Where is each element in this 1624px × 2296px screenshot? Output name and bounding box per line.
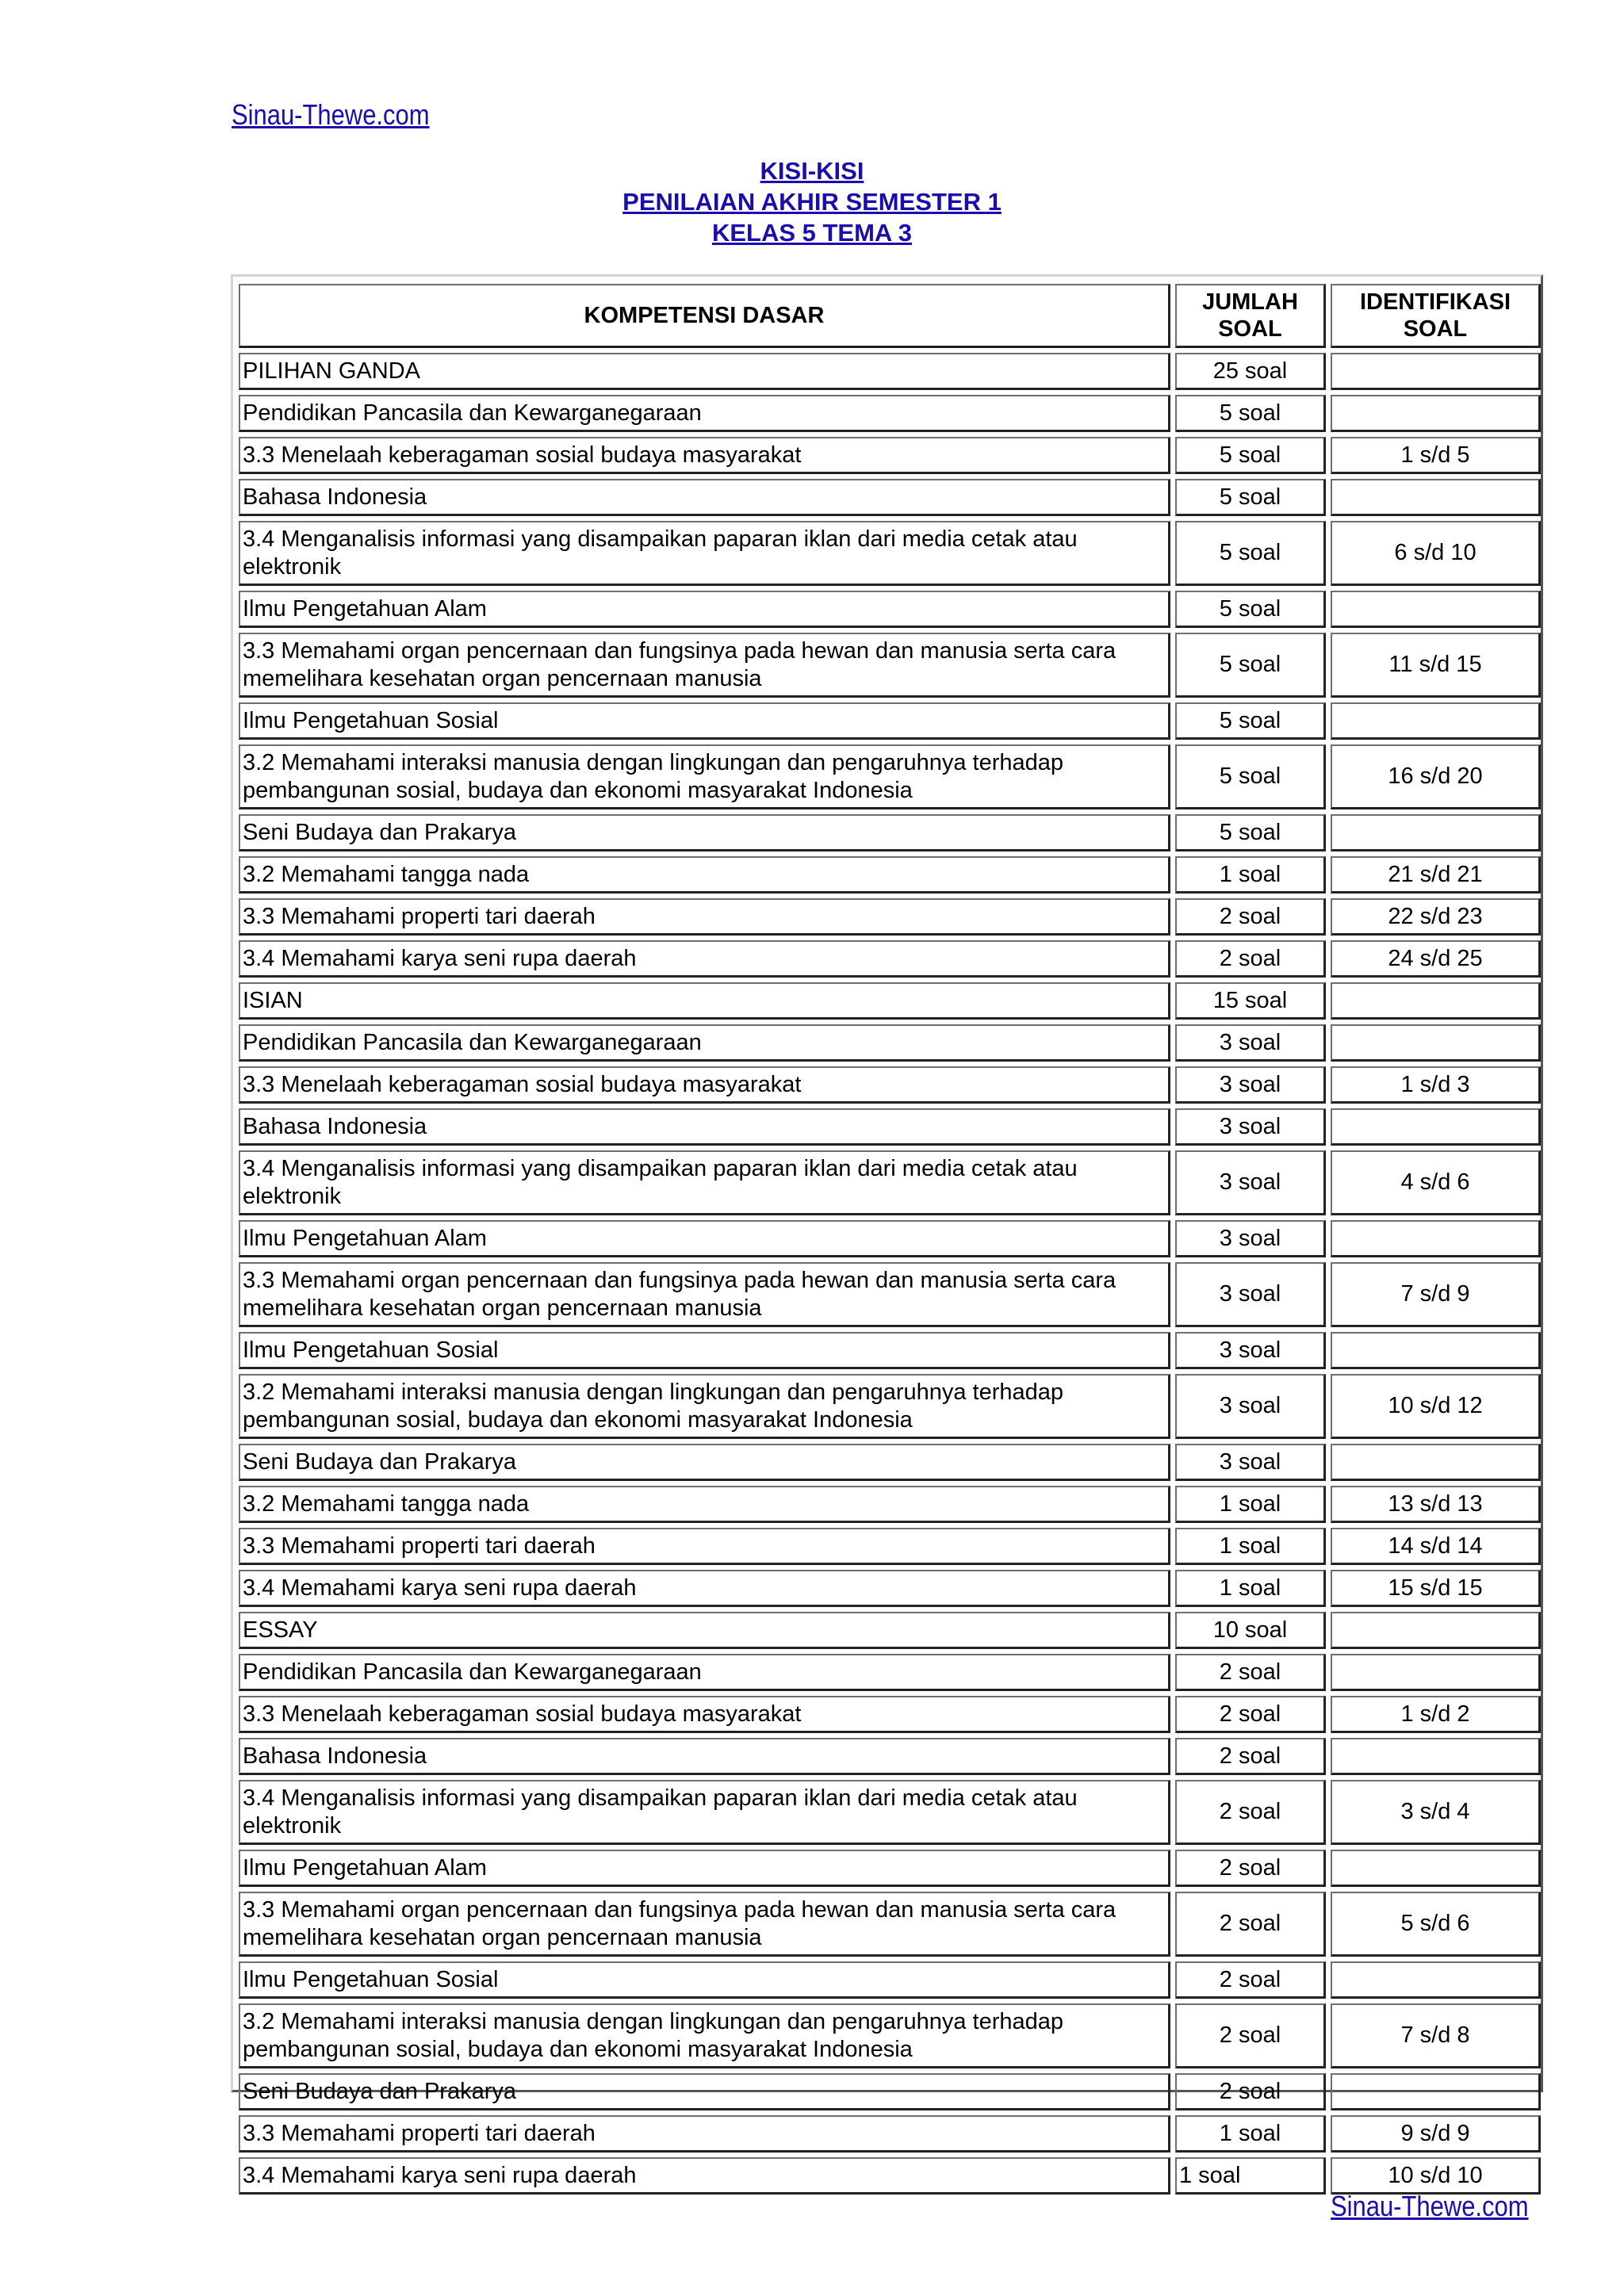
table-row [239,1374,1541,1439]
table-row [239,940,1541,978]
cell-kompetensi-dasar: Ilmu Pengetahuan Alam [239,1850,1170,1887]
cell-jumlah-soal: 3 soal [1175,1220,1326,1257]
cell-kompetensi-dasar: 3.3 Memahami properti tari daerah [239,898,1170,936]
cell-jumlah-soal: 2 soal [1175,940,1326,978]
cell-kompetensi-dasar: Pendidikan Pancasila dan Kewarganegaraan [239,1654,1170,1691]
cell-jumlah-soal: 2 soal [1175,1654,1326,1691]
cell-jumlah-soal: 2 soal [1175,1780,1326,1845]
cell-kompetensi-dasar: 3.4 Memahami karya seni rupa daerah [239,940,1170,978]
cell-jumlah-soal: 2 soal [1175,2073,1326,2110]
cell-kompetensi-dasar: Bahasa Indonesia [239,1738,1170,1775]
cell-identifikasi-soal [1331,1332,1541,1369]
cell-kompetensi-dasar: Pendidikan Pancasila dan Kewarganegaraan [239,395,1170,432]
table-row [239,2003,1541,2068]
cell-kompetensi-dasar: 3.3 Memahami properti tari daerah [239,1528,1170,1565]
title-line-1[interactable]: KISI-KISI [760,157,864,185]
table-row [239,1654,1541,1691]
title-line-3[interactable]: KELAS 5 TEMA 3 [711,219,913,247]
cell-identifikasi-soal: 5 s/d 6 [1331,1892,1541,1957]
table-row [239,395,1541,432]
table-row [239,353,1541,390]
cell-jumlah-soal: 2 soal [1175,1850,1326,1887]
cell-kompetensi-dasar: 3.4 Memahami karya seni rupa daerah [239,2157,1170,2195]
title-line-2[interactable]: PENILAIAN AKHIR SEMESTER 1 [622,188,1002,216]
cell-jumlah-soal: 5 soal [1175,437,1326,474]
table-row [239,1024,1541,1062]
table-row [239,982,1541,1020]
table-row [239,1220,1541,1257]
table-row [239,1612,1541,1649]
cell-identifikasi-soal [1331,591,1541,628]
table-row [239,2157,1541,2195]
cell-identifikasi-soal [1331,1108,1541,1146]
header-kompetensi-dasar: KOMPETENSI DASAR [239,284,1170,348]
table-row [239,1444,1541,1481]
cell-kompetensi-dasar: ESSAY [239,1612,1170,1649]
document-title [0,155,1624,248]
table-row [239,814,1541,851]
cell-kompetensi-dasar: 3.2 Memahami interaksi manusia dengan lingkungan dan pengaruhnya terhadap pembangunan sosial, budaya dan ekonomi masyarakat Indonesia [239,744,1170,809]
cell-kompetensi-dasar: ISIAN [239,982,1170,1020]
cell-identifikasi-soal [1331,702,1541,740]
cell-kompetensi-dasar: 3.3 Memahami organ pencernaan dan fungsinya pada hewan dan manusia serta cara memelihara kesehatan organ pencernaan manusia [239,1262,1170,1327]
cell-kompetensi-dasar: 3.2 Memahami tangga nada [239,856,1170,894]
cell-identifikasi-soal [1331,1738,1541,1775]
cell-jumlah-soal: 2 soal [1175,2003,1326,2068]
cell-jumlah-soal: 1 soal [1175,1570,1326,1607]
cell-identifikasi-soal [1331,982,1541,1020]
cell-kompetensi-dasar: Seni Budaya dan Prakarya [239,2073,1170,2110]
table-row [239,1486,1541,1523]
table-row [239,702,1541,740]
cell-jumlah-soal: 10 soal [1175,1612,1326,1649]
table-header-row [239,284,1541,348]
cell-jumlah-soal: 3 soal [1175,1150,1326,1215]
table-row [239,1961,1541,1999]
cell-identifikasi-soal: 4 s/d 6 [1331,1150,1541,1215]
cell-identifikasi-soal: 14 s/d 14 [1331,1528,1541,1565]
cell-identifikasi-soal: 22 s/d 23 [1331,898,1541,936]
cell-jumlah-soal: 2 soal [1175,1738,1326,1775]
table-row [239,521,1541,586]
cell-jumlah-soal: 5 soal [1175,702,1326,740]
cell-jumlah-soal: 5 soal [1175,521,1326,586]
cell-jumlah-soal: 3 soal [1175,1444,1326,1481]
cell-jumlah-soal: 5 soal [1175,479,1326,516]
table-row [239,479,1541,516]
cell-jumlah-soal: 1 soal [1175,856,1326,894]
table-row [239,1780,1541,1845]
cell-jumlah-soal: 2 soal [1175,1696,1326,1733]
cell-jumlah-soal: 15 soal [1175,982,1326,1020]
cell-kompetensi-dasar: Bahasa Indonesia [239,1108,1170,1146]
cell-jumlah-soal: 3 soal [1175,1374,1326,1439]
cell-jumlah-soal: 2 soal [1175,1961,1326,1999]
cell-kompetensi-dasar: Ilmu Pengetahuan Alam [239,1220,1170,1257]
cell-jumlah-soal: 3 soal [1175,1332,1326,1369]
cell-identifikasi-soal: 13 s/d 13 [1331,1486,1541,1523]
cell-jumlah-soal: 2 soal [1175,898,1326,936]
table-row [239,744,1541,809]
site-link-bottom[interactable]: Sinau-Thewe.com [1331,2190,1529,2222]
cell-kompetensi-dasar: 3.3 Menelaah keberagaman sosial budaya masyarakat [239,1696,1170,1733]
cell-jumlah-soal: 5 soal [1175,591,1326,628]
table-row [239,1892,1541,1957]
cell-identifikasi-soal: 7 s/d 8 [1331,2003,1541,2068]
cell-kompetensi-dasar: 3.4 Menganalisis informasi yang disampaikan paparan iklan dari media cetak atau elektronik [239,1150,1170,1215]
cell-identifikasi-soal [1331,1654,1541,1691]
cell-identifikasi-soal [1331,1612,1541,1649]
table-row [239,1262,1541,1327]
table-row [239,1150,1541,1215]
cell-identifikasi-soal: 1 s/d 3 [1331,1066,1541,1104]
table-row [239,633,1541,698]
table-row [239,1696,1541,1733]
table-row [239,1850,1541,1887]
cell-identifikasi-soal: 1 s/d 5 [1331,437,1541,474]
table-row [239,2115,1541,2152]
table-row [239,1738,1541,1775]
cell-identifikasi-soal [1331,1220,1541,1257]
cell-identifikasi-soal [1331,2073,1541,2110]
cell-identifikasi-soal [1331,353,1541,390]
cell-kompetensi-dasar: 3.2 Memahami tangga nada [239,1486,1170,1523]
cell-kompetensi-dasar: 3.3 Memahami organ pencernaan dan fungsinya pada hewan dan manusia serta cara memelihara kesehatan organ pencernaan manusia [239,633,1170,698]
cell-jumlah-soal: 1 soal [1175,1528,1326,1565]
cell-kompetensi-dasar: Pendidikan Pancasila dan Kewarganegaraan [239,1024,1170,1062]
cell-jumlah-soal: 5 soal [1175,633,1326,698]
cell-kompetensi-dasar: 3.3 Menelaah keberagaman sosial budaya masyarakat [239,1066,1170,1104]
cell-jumlah-soal: 3 soal [1175,1024,1326,1062]
table-row [239,437,1541,474]
cell-jumlah-soal: 5 soal [1175,814,1326,851]
cell-kompetensi-dasar: 3.2 Memahami interaksi manusia dengan lingkungan dan pengaruhnya terhadap pembangunan sosial, budaya dan ekonomi masyarakat Indonesia [239,2003,1170,2068]
cell-kompetensi-dasar: Ilmu Pengetahuan Alam [239,591,1170,628]
cell-kompetensi-dasar: Ilmu Pengetahuan Sosial [239,1961,1170,1999]
table-row [239,1570,1541,1607]
cell-jumlah-soal: 1 soal [1175,2115,1326,2152]
table-row [239,856,1541,894]
table-row [239,1528,1541,1565]
site-link-top[interactable]: Sinau-Thewe.com [232,98,430,131]
cell-kompetensi-dasar: Seni Budaya dan Prakarya [239,1444,1170,1481]
cell-identifikasi-soal: 24 s/d 25 [1331,940,1541,978]
cell-kompetensi-dasar: 3.2 Memahami interaksi manusia dengan lingkungan dan pengaruhnya terhadap pembangunan sosial, budaya dan ekonomi masyarakat Indonesia [239,1374,1170,1439]
cell-jumlah-soal: 2 soal [1175,1892,1326,1957]
cell-identifikasi-soal: 10 s/d 10 [1331,2157,1541,2195]
cell-identifikasi-soal: 7 s/d 9 [1331,1262,1541,1327]
cell-jumlah-soal: 5 soal [1175,395,1326,432]
cell-identifikasi-soal [1331,1444,1541,1481]
table-row [239,1066,1541,1104]
cell-kompetensi-dasar: 3.3 Memahami properti tari daerah [239,2115,1170,2152]
cell-identifikasi-soal [1331,1961,1541,1999]
cell-jumlah-soal: 3 soal [1175,1262,1326,1327]
cell-identifikasi-soal: 21 s/d 21 [1331,856,1541,894]
cell-kompetensi-dasar: Bahasa Indonesia [239,479,1170,516]
cell-identifikasi-soal [1331,479,1541,516]
kisi-kisi-table [234,279,1545,2199]
cell-jumlah-soal: 25 soal [1175,353,1326,390]
cell-jumlah-soal: 1 soal [1175,1486,1326,1523]
cell-identifikasi-soal: 3 s/d 4 [1331,1780,1541,1845]
header-jumlah-soal: JUMLAH SOAL [1175,284,1326,348]
header-identifikasi-soal: IDENTIFIKASI SOAL [1331,284,1541,348]
cell-identifikasi-soal: 1 s/d 2 [1331,1696,1541,1733]
table-row [239,2073,1541,2110]
cell-identifikasi-soal: 11 s/d 15 [1331,633,1541,698]
cell-identifikasi-soal [1331,1024,1541,1062]
cell-kompetensi-dasar: 3.4 Menganalisis informasi yang disampaikan paparan iklan dari media cetak atau elektronik [239,1780,1170,1845]
cell-kompetensi-dasar: 3.4 Menganalisis informasi yang disampaikan paparan iklan dari media cetak atau elektronik [239,521,1170,586]
cell-identifikasi-soal [1331,814,1541,851]
cell-identifikasi-soal [1331,395,1541,432]
cell-kompetensi-dasar: Ilmu Pengetahuan Sosial [239,702,1170,740]
cell-identifikasi-soal: 9 s/d 9 [1331,2115,1541,2152]
table-body [239,353,1541,2195]
cell-identifikasi-soal: 10 s/d 12 [1331,1374,1541,1439]
cell-kompetensi-dasar: Ilmu Pengetahuan Sosial [239,1332,1170,1369]
cell-jumlah-soal: 5 soal [1175,744,1326,809]
table-row [239,1108,1541,1146]
cell-kompetensi-dasar: 3.3 Menelaah keberagaman sosial budaya masyarakat [239,437,1170,474]
cell-jumlah-soal: 3 soal [1175,1066,1326,1104]
table-row [239,591,1541,628]
cell-kompetensi-dasar: Seni Budaya dan Prakarya [239,814,1170,851]
cell-kompetensi-dasar: 3.3 Memahami organ pencernaan dan fungsinya pada hewan dan manusia serta cara memelihara kesehatan organ pencernaan manusia [239,1892,1170,1957]
cell-identifikasi-soal: 15 s/d 15 [1331,1570,1541,1607]
cell-identifikasi-soal [1331,1850,1541,1887]
cell-kompetensi-dasar: PILIHAN GANDA [239,353,1170,390]
cell-jumlah-soal: 1 soal [1175,2157,1326,2195]
table-row [239,1332,1541,1369]
cell-kompetensi-dasar: 3.4 Memahami karya seni rupa daerah [239,1570,1170,1607]
cell-identifikasi-soal: 16 s/d 20 [1331,744,1541,809]
table-row [239,898,1541,936]
cell-identifikasi-soal: 6 s/d 10 [1331,521,1541,586]
cell-jumlah-soal: 3 soal [1175,1108,1326,1146]
